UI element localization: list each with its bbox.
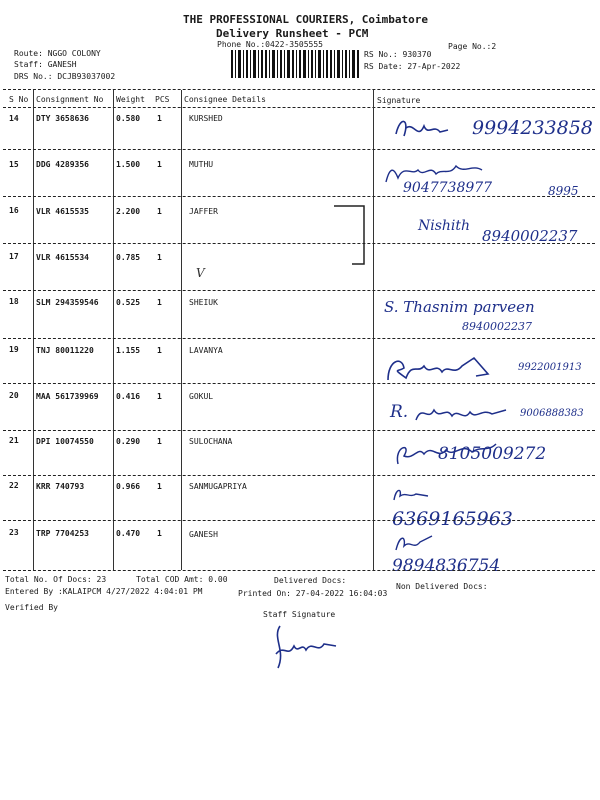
row-consignee: GOKUL bbox=[189, 392, 214, 401]
row-handwriting: 8995 bbox=[548, 184, 579, 198]
route: Route: NGGO COLONY bbox=[14, 49, 101, 58]
table-header-rule bbox=[3, 107, 595, 108]
row-sno: 15 bbox=[9, 160, 19, 169]
row-pcs: 1 bbox=[157, 253, 162, 262]
row-consignment: KRR 740793 bbox=[36, 482, 85, 491]
row-sno: 18 bbox=[9, 297, 19, 306]
rs-date: RS Date: 27-Apr-2022 bbox=[364, 62, 461, 71]
row-pcs: 1 bbox=[157, 529, 162, 538]
row-consignee: KURSHED bbox=[189, 114, 223, 123]
row-handwriting: 8940002237 bbox=[462, 320, 532, 333]
row-consignment: TNJ 80011220 bbox=[36, 346, 94, 355]
column-divider bbox=[113, 90, 114, 570]
bracket-mark bbox=[330, 200, 370, 270]
drs-number: DRS No.: DCJB93037002 bbox=[14, 72, 116, 81]
col-consignment: Consignment No bbox=[36, 95, 104, 104]
row-sno: 20 bbox=[9, 391, 19, 400]
row-pcs: 1 bbox=[157, 392, 162, 401]
row-rule bbox=[3, 243, 595, 244]
row-sno: 19 bbox=[9, 345, 19, 354]
row-pcs: 1 bbox=[157, 160, 162, 169]
page-number: Page No.:2 bbox=[448, 42, 497, 51]
row-weight: 0.470 bbox=[116, 529, 141, 538]
row-consignment: TRP 7704253 bbox=[36, 529, 89, 538]
row-weight: 0.966 bbox=[116, 482, 141, 491]
signature-scribble bbox=[384, 352, 504, 384]
row-consignee: GANESH bbox=[189, 530, 218, 539]
row-handwriting: 9894836754 bbox=[392, 556, 501, 576]
column-divider bbox=[33, 90, 34, 570]
row-handwriting: V bbox=[196, 266, 205, 280]
delivered-docs: Delivered Docs: bbox=[274, 576, 347, 585]
row-consignee: JAFFER bbox=[189, 207, 218, 216]
row-rule bbox=[3, 338, 595, 339]
company-name: THE PROFESSIONAL COURIERS, Coimbatore bbox=[183, 13, 429, 26]
row-handwriting: 9006888383 bbox=[520, 408, 584, 419]
row-pcs: 1 bbox=[157, 207, 162, 216]
row-rule bbox=[3, 290, 595, 291]
row-consignment: MAA 561739969 bbox=[36, 392, 99, 401]
row-weight: 2.200 bbox=[116, 207, 141, 216]
row-handwriting: 9994233858 bbox=[472, 117, 593, 139]
phone-number: Phone No.:0422-3505555 bbox=[217, 40, 323, 49]
column-divider bbox=[181, 90, 182, 570]
row-handwriting: 9922001913 bbox=[518, 362, 582, 373]
total-docs: Total No. Of Docs: 23 bbox=[5, 575, 107, 584]
row-handwriting: Nishith bbox=[418, 218, 471, 234]
row-weight: 0.525 bbox=[116, 298, 141, 307]
row-handwriting: 8940002237 bbox=[482, 227, 578, 245]
row-weight: 1.155 bbox=[116, 346, 141, 355]
row-consignment: VLR 4615535 bbox=[36, 207, 89, 216]
signature-scribble bbox=[392, 486, 432, 502]
row-consignment: DTY 3658636 bbox=[36, 114, 89, 123]
barcode bbox=[231, 50, 361, 78]
row-rule bbox=[3, 430, 595, 431]
row-pcs: 1 bbox=[157, 114, 162, 123]
row-weight: 0.290 bbox=[116, 437, 141, 446]
row-sno: 22 bbox=[9, 481, 19, 490]
row-consignment: SLM 294359546 bbox=[36, 298, 99, 307]
row-consignment: DDG 4289356 bbox=[36, 160, 89, 169]
signature-scribble bbox=[412, 400, 512, 426]
col-weight: Weight bbox=[116, 95, 145, 104]
total-cod: Total COD Amt: 0.00 bbox=[136, 575, 228, 584]
signature-scribble bbox=[392, 114, 452, 144]
printed-on: Printed On: 27-04-2022 16:04:03 bbox=[238, 589, 388, 598]
table-bottom-rule bbox=[3, 570, 595, 571]
row-rule bbox=[3, 196, 595, 197]
row-sno: 21 bbox=[9, 436, 19, 445]
row-consignee: SHEIUK bbox=[189, 298, 218, 307]
entered-by: Entered By :KALAIPCM 4/27/2022 4:04:01 PM bbox=[5, 587, 203, 596]
column-divider bbox=[373, 90, 374, 570]
col-consignee: Consignee Details bbox=[184, 95, 266, 104]
row-pcs: 1 bbox=[157, 482, 162, 491]
rs-number: RS No.: 930370 bbox=[364, 50, 432, 59]
verified-by: Verified By bbox=[5, 603, 58, 612]
row-consignee: SANMUGAPRIYA bbox=[189, 482, 247, 491]
table-top-rule bbox=[3, 89, 595, 90]
row-weight: 1.500 bbox=[116, 160, 141, 169]
row-sno: 16 bbox=[9, 206, 19, 215]
row-weight: 0.580 bbox=[116, 114, 141, 123]
row-pcs: 1 bbox=[157, 346, 162, 355]
row-consignee: SULOCHANA bbox=[189, 437, 233, 446]
col-sno: S No bbox=[9, 95, 29, 104]
runsheet-title: Delivery Runsheet - PCM bbox=[216, 27, 369, 40]
row-rule bbox=[3, 520, 595, 521]
row-sno: 14 bbox=[9, 114, 19, 123]
row-rule bbox=[3, 475, 595, 476]
row-pcs: 1 bbox=[157, 437, 162, 446]
staff: Staff: GANESH bbox=[14, 60, 77, 69]
row-consignee: LAVANYA bbox=[189, 346, 223, 355]
row-rule bbox=[3, 149, 595, 150]
row-handwriting: 8105009272 bbox=[438, 444, 547, 464]
row-handwriting: 6369165963 bbox=[392, 508, 513, 530]
row-consignment: VLR 4615534 bbox=[36, 253, 89, 262]
row-handwriting: R. bbox=[390, 402, 409, 422]
row-weight: 0.416 bbox=[116, 392, 141, 401]
row-pcs: 1 bbox=[157, 298, 162, 307]
row-handwriting: S. Thasnim parveen bbox=[384, 298, 535, 316]
non-delivered-docs: Non Delivered Docs: bbox=[396, 582, 488, 591]
staff-signature-label: Staff Signature bbox=[263, 610, 336, 619]
row-consignment: DPI 10074550 bbox=[36, 437, 94, 446]
col-pcs: PCS bbox=[155, 95, 170, 104]
row-consignee: MUTHU bbox=[189, 160, 214, 169]
col-signature: Signature bbox=[377, 96, 421, 105]
row-weight: 0.785 bbox=[116, 253, 141, 262]
row-sno: 17 bbox=[9, 252, 19, 261]
row-handwriting: 9047738977 bbox=[403, 180, 493, 196]
row-sno: 23 bbox=[9, 528, 19, 537]
signature-scribble bbox=[394, 530, 434, 552]
staff-signature bbox=[266, 624, 356, 674]
row-rule bbox=[3, 383, 595, 384]
